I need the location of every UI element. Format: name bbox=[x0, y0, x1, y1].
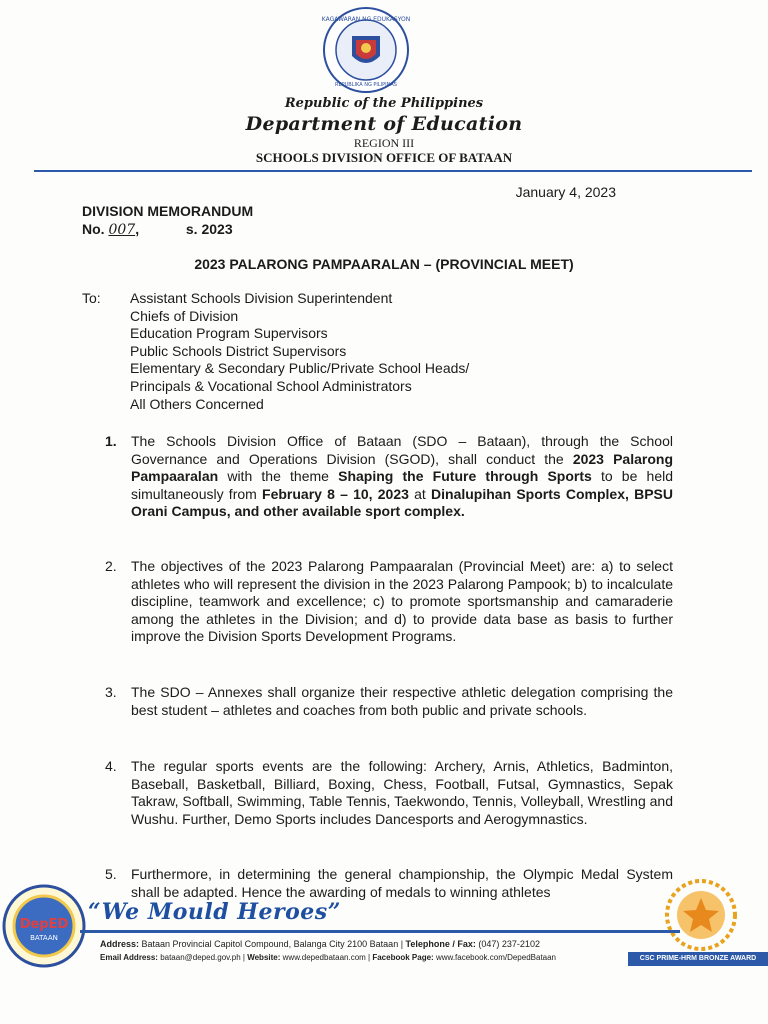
recipient: Public Schools District Supervisors bbox=[130, 342, 347, 359]
email-link[interactable]: bataan@deped.gov.ph bbox=[160, 953, 241, 962]
recipient: Education Program Supervisors bbox=[130, 325, 328, 342]
memo-date: January 4, 2023 bbox=[515, 184, 616, 200]
phone-value: (047) 237-2102 bbox=[478, 939, 540, 949]
department-name: Department of Education bbox=[245, 113, 523, 135]
website-label: Website: bbox=[247, 953, 281, 962]
phone-label: Telephone / Fax: bbox=[405, 939, 476, 949]
facebook-link[interactable]: www.facebook.com/DepedBataan bbox=[435, 953, 557, 962]
p1-venues: Dinalupihan Sports Complex, BPSU Orani Campus, and other available sport complex. bbox=[131, 485, 673, 520]
address-label: Address: bbox=[100, 939, 140, 949]
p1-theme: Shaping the Future through Sports bbox=[338, 468, 592, 485]
left-seal-text: DepED bbox=[19, 917, 69, 932]
republic-line: Republic of the Philippines bbox=[284, 96, 484, 111]
memo-no-label: No. bbox=[82, 221, 105, 237]
to-label: To: bbox=[82, 290, 101, 306]
paragraph-2 bbox=[105, 558, 673, 646]
award-label: CSC PRIME-HRM BRONZE AWARD bbox=[628, 952, 768, 966]
memo-type: DIVISION MEMORANDUM bbox=[82, 203, 254, 219]
paragraph-number: 4. bbox=[105, 758, 117, 774]
memo-title: 2023 PALARONG PAMPAARALAN – (PROVINCIAL MEET) bbox=[194, 256, 574, 272]
seal-text-bottom: REPUBLIKA NG PILIPINAS bbox=[335, 82, 397, 88]
seal-text-top: KAGAWARAN NG EDUKASYON bbox=[322, 16, 410, 23]
deped-bataan-seal-icon bbox=[2, 884, 86, 968]
p1-text-e: to be held simultaneously from bbox=[131, 468, 674, 502]
memo-series: s. 2023 bbox=[185, 221, 233, 237]
recipient: Elementary & Secondary Public/Private School Heads/ bbox=[130, 360, 470, 377]
paragraph-text: The SDO – Annexes shall organize their respective athletic delegation comprising the best student – athletes and coaches from both public and private schools. bbox=[131, 684, 673, 718]
recipient: Chiefs of Division bbox=[130, 307, 239, 324]
paragraph-text: The objectives of the 2023 Palarong Pampaaralan (Provincial Meet) are: a) to select athletes who will represent the division in the 2023 Palarong Pampook; b) to incalculate discipline, teamwork and excellence; c) to promote sportsmanship and camaraderie among the athletes in the Division; and d) to provide data base as basis to further improve the Division Sports Development Programs. bbox=[131, 558, 673, 645]
recipient-list bbox=[130, 290, 469, 413]
letterhead bbox=[0, 96, 768, 165]
header-divider bbox=[34, 170, 752, 172]
facebook-label: Facebook Page: bbox=[372, 953, 434, 962]
recipient: All Others Concerned bbox=[130, 395, 264, 412]
region-line: REGION III bbox=[353, 136, 415, 150]
paragraph-4 bbox=[105, 758, 673, 828]
address-value: Bataan Provincial Capitol Compound, Balanga City 2100 Bataan bbox=[141, 939, 399, 949]
footer-divider bbox=[80, 930, 680, 933]
contact-info: Address: Bataan Provincial Capitol Compound, Balanga City 2100 Bataan | Telephone / Fax: (047) 237-2102 Email Address: bataan@deped.gov.ph | Website: www.depedbataan.com | Facebook Page: www.facebook.com/DepedBataan bbox=[100, 939, 557, 962]
email-label: Email Address: bbox=[100, 953, 158, 962]
recipient: Principals & Vocational School Administrators bbox=[130, 377, 412, 394]
paragraph-text: Furthermore, in determining the general championship, the Olympic Medal System shall be adapted. Hence the awarding of medals to winning athletes bbox=[131, 866, 673, 900]
recipient: Assistant Schools Division Superintendent bbox=[130, 290, 393, 306]
memo-heading: DIVISION MEMORANDUM No. 007, s. 2023 bbox=[82, 203, 254, 238]
paragraph-number: 1. bbox=[105, 433, 117, 449]
paragraph-number: 2. bbox=[105, 558, 117, 574]
memo-no-value: 007 bbox=[108, 222, 136, 238]
paragraph-5 bbox=[105, 866, 673, 901]
deped-seal-icon bbox=[322, 6, 410, 94]
paragraph-number: 3. bbox=[105, 684, 117, 700]
left-seal-sub: BATAAN bbox=[30, 934, 58, 942]
p1-text-g: at bbox=[408, 485, 432, 502]
website-link[interactable]: www.depedbataan.com bbox=[282, 953, 366, 962]
p1-text-c: with the theme bbox=[218, 468, 339, 485]
paragraph-number: 5. bbox=[105, 866, 117, 882]
paragraph-1 bbox=[105, 433, 673, 521]
paragraph-text: The regular sports events are the following: Archery, Arnis, Athletics, Badminton, Baseball, Basketball, Billiard, Boxing, Chess, Football, Futsal, Gymnastics, Sepak Takraw, Softball, Swimming, Table Tennis, Taekwondo, Tennis, Volleyball, Wrestling and Wushu. Further, Demo Sports includes Dancesports and Aerogymnastics. bbox=[131, 758, 673, 827]
p1-event-name: 2023 Palarong Pampaaralan bbox=[131, 450, 673, 485]
office-name: SCHOOLS DIVISION OFFICE OF BATAAN bbox=[255, 150, 513, 165]
paragraph-3 bbox=[105, 684, 673, 719]
tagline: “We Mould Heroes” bbox=[88, 899, 341, 925]
p1-dates: February 8 – 10, 2023 bbox=[262, 485, 409, 502]
p1-text-a: The Schools Division Office of Bataan (SDO – Bataan), through the School Governance and Operations Division (SGOD), shall conduct the bbox=[131, 433, 673, 467]
award-emblem-icon bbox=[664, 878, 738, 952]
